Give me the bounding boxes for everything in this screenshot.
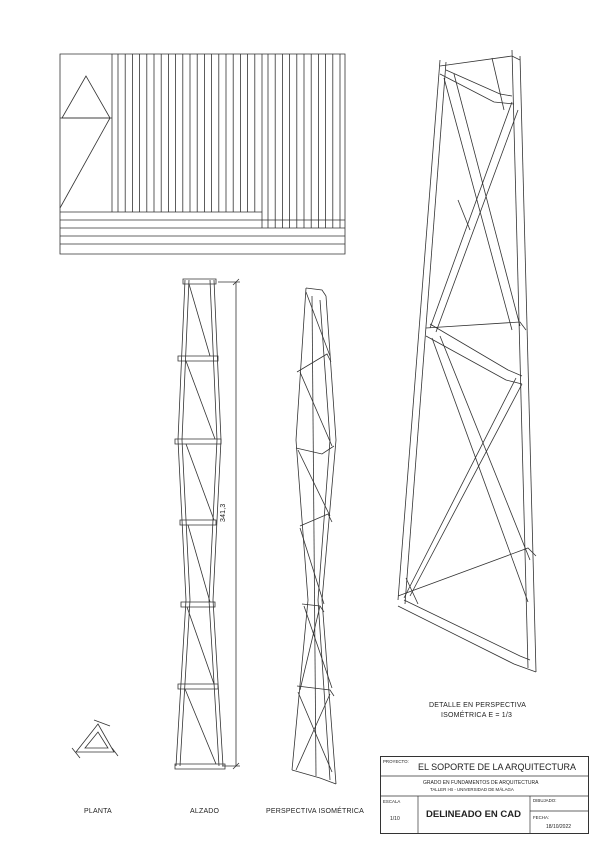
panel-stripes-upper: [118, 54, 255, 212]
plan-triangle: [72, 720, 118, 758]
fecha-value: 18/10/2022: [546, 824, 572, 830]
proyecto-label: PROYECTO:: [383, 759, 409, 764]
drawing-title: DELINEADO EN CAD: [426, 809, 522, 820]
dibujado-label: DIBUJADO:: [533, 798, 557, 803]
label-detalle-line1: DETALLE EN PERSPECTIVA: [429, 702, 527, 709]
project-title: EL SOPORTE DE LA ARQUITECTURA: [418, 762, 577, 772]
label-perspectiva-isometrica: PERSPECTIVA ISOMÉTRICA: [266, 808, 365, 815]
top-panel-view: [60, 54, 345, 254]
label-alzado: ALZADO: [190, 808, 220, 815]
fecha-label: FECHA:: [533, 815, 550, 820]
label-planta: PLANTA: [84, 808, 112, 815]
grado-text: GRADO EN FUNDAMENTOS DE ARQUITECTURA: [423, 780, 539, 786]
elevation-column: [175, 279, 240, 769]
taller-text: TALLER I-B - UNIVERSIDAD DE MÁLAGA: [430, 787, 514, 792]
panel-stripes-right: [268, 54, 340, 228]
label-detalle-line2: ISOMÉTRICA E = 1/3: [441, 712, 513, 719]
escala-label: ESCALA: [383, 799, 401, 804]
escala-value: 1/10: [390, 816, 400, 822]
isometric-column: [292, 288, 336, 784]
detail-perspective: [398, 50, 536, 672]
dimension-label: 341,3: [220, 503, 227, 522]
